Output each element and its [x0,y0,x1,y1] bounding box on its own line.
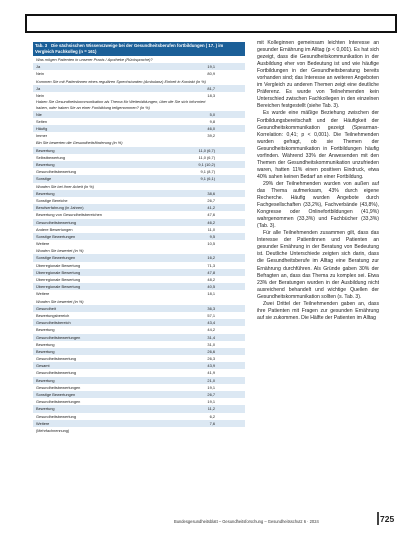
data-table [33,42,245,433]
table-row [33,219,245,226]
table-row [33,254,245,261]
page-number-divider [377,512,379,525]
table-row [33,290,245,297]
table-row-label: Gesundheitsbewertungen [36,334,81,340]
body-paragraph: mit Kolleginnen gemeinsam leichten Interesse an gesunder Ernährung im Alltag (p < 0,001). Es hat sich gezeigt, dass die Gesundheitskommunikation in der Ausbildung eher von Bedeutung ist und wie häufige Fortbildungen in der Gesundheitsberatung bereits vorhanden sind; das Interesse an weiteren Angeboten im Vergleich zu anderen Themen zeigt eine deutliche Präferenz. Es wurde von Teilnehmenden kein Unterschied zwischen Fachkollegen in den einzelnen Bereichen festgestellt (siehe Tab. 3). [257,40,379,110]
table-row-label: Sonstige Bewertungen [36,233,76,239]
table-row-value: 71,3 [207,262,215,268]
table-row [33,369,245,376]
table-row-label: Bewertungsbereich [36,312,70,318]
table-row-label: Haben Sie Gesundheitskommunikation als Thema für Weiterbildungen, über die Sie sich informiert haben, oder haben Sie an einer Fortbildung teilgenommen? (in %) [36,99,206,110]
table-row [33,355,245,362]
table-row [33,247,245,254]
table-row-value: 47,6 [207,212,215,218]
table-row [33,319,245,326]
table-row-value [199,56,215,63]
table-row [33,204,245,211]
table-row [33,391,245,398]
table-footnote: (Mehrfachnennung) [36,428,70,433]
table-row-value: 19,1 [207,384,215,390]
table-row-value: 39,2 [207,133,215,139]
table-row [33,211,245,218]
table-row-label: Bewertung [36,406,55,412]
table-row [33,405,245,412]
table-row-value: 48,2 [207,277,215,283]
table-row [33,154,245,161]
table-row [33,85,245,92]
table-row-label: Überregionale Bewertung [36,284,81,290]
table-body [33,56,245,427]
table-row-label: Nein [36,71,45,77]
table-row-value: 11,0 (6,7) [198,154,215,160]
table-row [33,377,245,384]
table-row-label: Ja [36,85,41,91]
table-row-label: Nein [36,92,45,98]
table-row [33,413,245,420]
table-row [33,63,245,70]
body-paragraph: Zwei Drittel der Teilnehmenden gaben an, dass ihre Patienten mit Fragen zur gesunden Ernährung auf sie zukommen. Die Hälfte der Patienten im Alltag [257,300,379,321]
table-row [33,161,245,168]
header-bar [25,14,397,33]
table-row [33,348,245,355]
table-row-value: 18,3 [207,92,215,98]
table-row [33,384,245,391]
table-row-value: 9,1 (8,7) [200,169,215,175]
table-row [33,147,245,154]
table-row-label: Nie [36,111,42,117]
table-row-label: Wurden Sie bewertet (in %) [36,298,84,304]
table-row-label: Bewertung [36,190,55,196]
table-row [33,78,245,85]
table-row-label: Weitere [36,420,50,426]
table-row-value: 31,0 [207,341,215,347]
table-caption-text: Die sächsischen Wissenszweige bei der Gesundheitsberufen fortbildungen ( 17. ) im Vergleich Fachkolleg (n = 161) [35,43,224,54]
table-row-label: Gesundheitsbewertung [36,356,77,362]
table-caption [33,42,245,56]
table-row-value: 43,9 [207,363,215,369]
table-row-value: 19,1 [207,399,215,405]
table-row [33,139,245,146]
table-row-value: 81,7 [207,85,215,91]
table-row [33,298,245,305]
table-row [33,132,245,139]
table-row-label: Gesundheitsbewertung [36,219,77,225]
table-row-value: 9,1 (6,1) [200,176,215,182]
table-row [33,269,245,276]
table-row-label: Bin Sie bewerten die Gesundheitsförderung (in %) [36,140,123,146]
table-row-label: Sonstige Bewertungen [36,255,76,261]
table-row-value: 44,2 [207,327,215,333]
table-row-label: Häufig [36,126,48,132]
table-row-label: Überregionale Bewertung [36,269,81,275]
table-row-value: 10,5 [207,241,215,247]
table-row-value: 9,8 [209,118,215,124]
table-row-value: 6,2 [209,413,215,419]
table-row-value: 38,6 [207,190,215,196]
table-row-label: Gesundheitsbewertungen [36,399,81,405]
body-paragraph: Für alle Teilnehmenden zusammen gilt, dass das Interesse der Patientinnen und Patienten an gesunder Ernährung in der Beratung von Bedeutung ist. Deutliche Unterschiede zeigten sich darin, dass die Gesundheitsberufe im Alltag eine Beratung zur Ernährung durchführen. Als Gründe gaben 30% der Befragten an, dass das Thema zu komplex sei. Etwa 23% der Beratungen wurden in der Ausbildung nicht ausreichend behandelt und wichtige Quellen der Gesundheitskommunikation sollten (s. Tab. 3). [257,230,379,300]
table-row-label: Selten [36,118,48,124]
table-row-value [199,139,215,146]
body-text-column [257,40,379,322]
table-row [33,175,245,182]
table-row [33,334,245,341]
table-row-value: 5,0 [209,111,215,117]
table-row [33,398,245,405]
table-row-label: Weitere [36,291,50,297]
table-row-label: Immer [36,133,48,139]
table-row [33,312,245,319]
table-row-value: 26,3 [207,356,215,362]
table-row [33,70,245,77]
body-paragraph: 29% der Teilnehmenden wurden von außen auf das Thema aufmerksam, 43% durch eigene Recherche. Häufig wurden Angebote durch Fachgesellschaften (33,2%), Fachverbände (43,8%), Kongresse oder Onlinefortbildungen (41,9%) wahrgenommen (33,3%) und Fachbücher (33,3%) (Tab. 3). [257,180,379,230]
table-row-value: 26,6 [207,348,215,354]
table-row-label: Sonstige Bereiche [36,197,68,203]
table-row-value: 46,0 [207,126,215,132]
body-paragraph: Es wurde eine mäßige Beziehung zwischen der Fortbildungsbereitschaft und der Häufigkeit der Gesundheitskommunikation gezeigt (Spearman-Korrelation: 0,41; p < 0,001). Die Teilnehmenden wurden gefragt, ob sie Themen der Gesundheitskommunikation in Fortbildungen häufig vorfinden. Während 33% der Anwesenden mit den Themen der Gesundheitskommunikation unzufrieden waren, hatten 11% einen positiven Eindruck, etwa 40% sahen keinen Bedarf an einer Fortbildung. [257,110,379,180]
table-row [33,190,245,197]
table-row-value: 11,0 (6,7) [198,147,215,153]
table-row-label: Gesundheitsbewertung [36,169,77,175]
table-row [33,99,245,111]
table-row-value: 31,4 [207,334,215,340]
page-number: 725 [380,514,395,524]
table-row-label: Was mögen Patienten in unserer Praxis / Apotheke (Rücksprache)? [36,57,153,62]
table-row-value: 46,2 [207,219,215,225]
table-row-value: 11,2 [207,406,215,412]
table-row-label: Kommen Sie mit Patientinnen eines regulären Sprechstunden (Ambulanz) Einheit in Kontakt (in %) [36,78,206,84]
table-row-value [206,78,222,85]
table-row [33,276,245,283]
journal-footer: Bundesgesundheitsblatt – Gesundheitsforschung – Gesundheitsschutz 6 · 2024 [174,519,319,524]
table-row-label: Überregionale Bewertung [36,262,81,268]
table-row [33,111,245,118]
table-row [33,240,245,247]
table-row-value: 26,7 [207,197,215,203]
table-row [33,420,245,427]
table-row-label: Selbstbewertung [36,154,65,160]
table-row-value [199,298,215,305]
table-row-label: Sonstige [36,176,52,182]
table-row-label: Bewertung [36,348,55,354]
table-row [33,362,245,369]
table-row-label: Bewertung [36,327,55,333]
table-row-value: 80,9 [207,71,215,77]
table-row [33,233,245,240]
table-row [33,56,245,63]
table-row [33,118,245,125]
table-row-label: Bewertung [36,162,55,168]
table-row [33,262,245,269]
table-row-value: 21,0 [207,377,215,383]
table-row-value: 40,5 [207,284,215,290]
table-row-value: 36,3 [207,305,215,311]
table-row-label: Wurden Sie bewertet (in %) [36,248,84,254]
table-row [33,305,245,312]
table-row-label: Berufserfahrung (in Jahren) [36,205,84,211]
table-row-value: 19,1 [207,64,215,70]
table-row-label: Bewertung von Gesundheitsbereichen [36,212,102,218]
table-row-label: Bewertung [36,341,55,347]
table-row-label: Überregionale Bewertung [36,277,81,283]
table-row-label: Gesundheitsbewertungen [36,384,81,390]
table-row-value: 47,8 [207,269,215,275]
table-row-label: Gesundheitsbereich [36,320,71,326]
table-row [33,92,245,99]
table-row [33,326,245,333]
table-row-value: 11,0 [207,226,215,232]
table-row-value: 7,6 [209,420,215,426]
table-row-value: 9,5 [209,233,215,239]
table-row [33,168,245,175]
table-row-value: 16,2 [207,255,215,261]
table-row-value: 9,1 (10,2) [198,162,215,168]
table-row-label: Gesundheitsbewertung [36,413,77,419]
table-row [33,125,245,132]
table-row-label: Bewertung [36,377,55,383]
table-row [33,197,245,204]
table-row-label: Wurden Sie bei Ihrer Arbeit (in %) [36,183,95,189]
table-row-label: Andere Bewertungen [36,226,73,232]
table-row-label: Gesundheit [36,305,56,311]
table-row-label: Bewertung [36,147,55,153]
table-row-value: 57,1 [207,312,215,318]
table-row-label: Gesundheitsbewertung [36,370,77,376]
table-row-label: Gesamt [36,363,50,369]
table-row-label: Ja [36,64,41,70]
table-row-value: 41,2 [207,205,215,211]
table-row [33,226,245,233]
table-row-value [199,247,215,254]
table-row [33,183,245,190]
table-row-label: Weitere [36,241,50,247]
table-label: Tab. 3 [35,43,48,48]
table-row [33,283,245,290]
table-row-label: Sonstige Bewertungen [36,392,76,398]
table-row-value: 41,9 [207,370,215,376]
table-row-value [199,183,215,190]
table-row-value: 26,7 [207,392,215,398]
table-row [33,341,245,348]
table-row-value: 43,4 [207,320,215,326]
table-row-value: 18,1 [207,291,215,297]
